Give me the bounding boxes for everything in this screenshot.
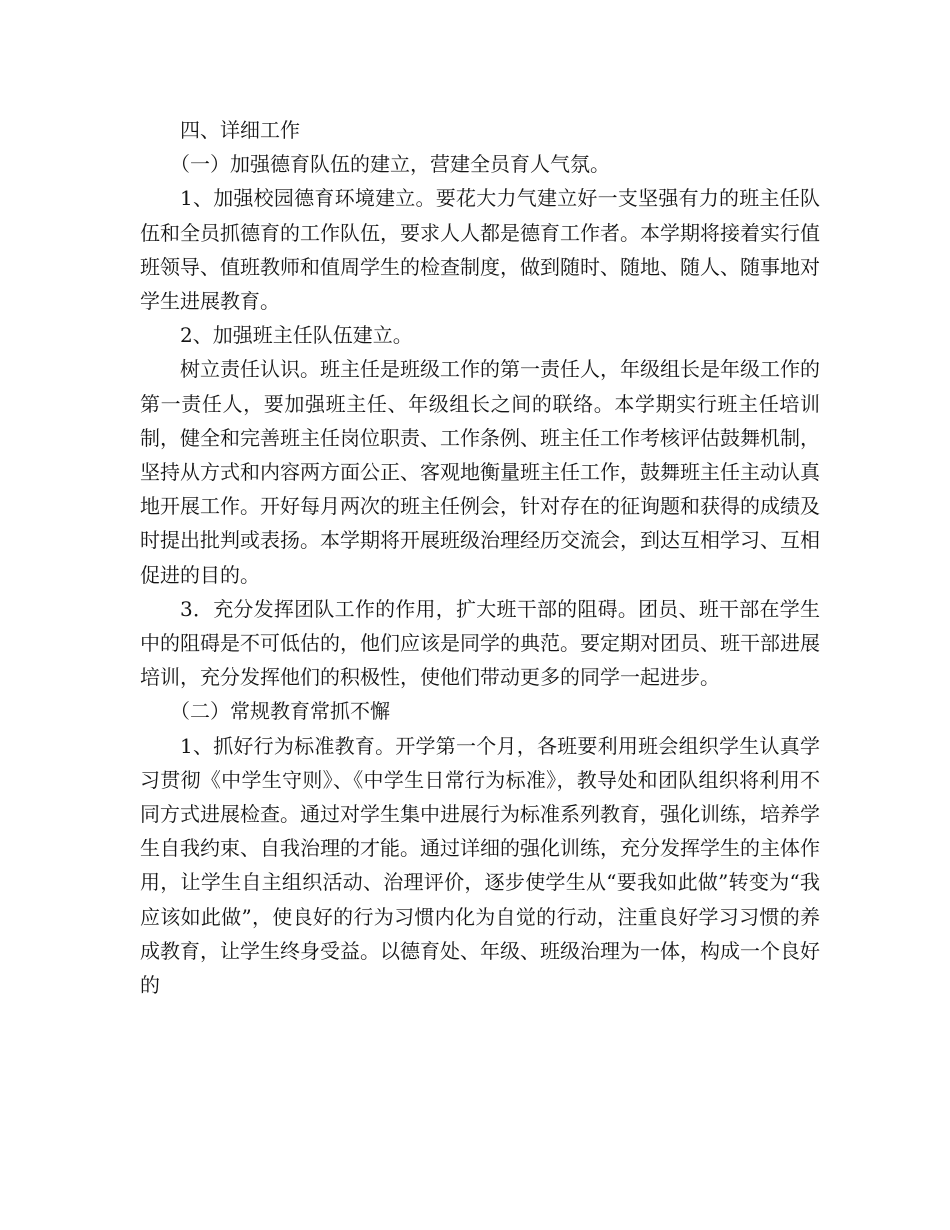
subsection-heading: （一）加强德育队伍的建立，营建全员育人气氛。 bbox=[170, 152, 610, 177]
paragraph: 3．充分发挥团队工作的作用，扩大班干部的阻碍。团员、班干部在学生中的阻碍是不可低估的，他们应该是同学的典范。要定期对团员、班干部进展培训，充分发挥他们的积极性，使他们带动更多的同学一起进步。 bbox=[140, 596, 820, 690]
paragraph: 树立责任认识。班主任是班级工作的第一责任人，年级组长是年级工作的第一责任人，要加强班主任、年级组长之间的联络。本学期实行班主任培训制，健全和完善班主任岗位职责、工作条例、班主任工作考核评估鼓舞机制，坚持从方式和内容两方面公正、客观地衡量班主任工作，鼓舞班主任主动认真地开展工作。开好每月两次的班主任例会，针对存在的征询题和获得的成绩及时提出批判或表扬。本学期将开展班级治理经历交流会，到达互相学习、互相促进的目的。 bbox=[140, 357, 820, 587]
section-heading: 四、详细工作 bbox=[180, 118, 300, 142]
paragraph: 2、加强班主任队伍建立。 bbox=[180, 323, 413, 348]
document-body bbox=[140, 113, 820, 1002]
subsection-heading: （二）常规教育常抓不懈 bbox=[170, 699, 390, 724]
paragraph: 1、抓好行为标准教育。开学第一个月，各班要利用班会组织学生认真学习贯彻《中学生守则》、《中学生日常行为标准》，教导处和团队组织将利用不同方式进展检查。通过对学生集中进展行为标准系列教育，强化训练，培养学生自我约束、自我治理的才能。通过详细的强化训练，充分发挥学生的主体作用，让学生自主组织活动、治理评价，逐步使学生从“要我如此做”转变为“我应该如此做”，使良好的行为习惯内化为自觉的行动，注重良好学习习惯的养成教育，让学生终身受益。以德育处、年级、班级治理为一体，构成一个良好的 bbox=[140, 733, 820, 998]
paragraph: 1、加强校园德育环境建立。要花大力气建立好一支坚强有力的班主任队伍和全员抓德育的工作队伍，要求人人都是德育工作者。本学期将接着实行值班领导、值班教师和值周学生的检查制度，做到随时、随地、随人、随事地对学生进展教育。 bbox=[140, 186, 820, 314]
